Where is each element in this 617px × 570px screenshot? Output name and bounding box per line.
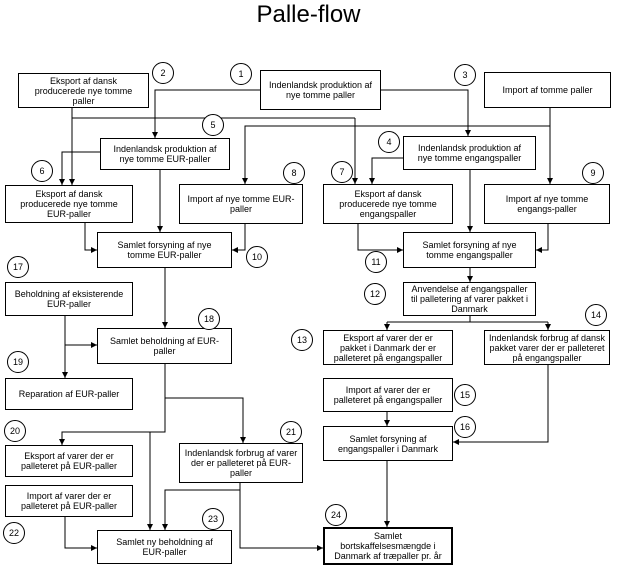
export-goods-on-eur-pallets-box: Eksport af varer der er palleteret på EUR-paller	[5, 445, 133, 477]
import-new-oneway-pallets-box: Import af nye tomme engangs-paller	[484, 184, 610, 224]
step-number-23: 23	[202, 508, 224, 530]
total-disposal-wood-pallets-box: Samlet bortskaffelsesmængde i Danmark af træpaller pr. år	[323, 527, 453, 565]
arrow-import-eng-to-supply-eng	[536, 224, 548, 250]
arrow-domestic-goods-eur-to-disposal	[240, 483, 323, 548]
arrow-import-eur-to-supply-eur	[232, 224, 245, 250]
existing-eur-pallet-stock-box: Beholdning af eksisterende EUR-paller	[5, 282, 133, 316]
step-number-22: 22	[3, 522, 25, 544]
step-number-1: 1	[230, 63, 252, 85]
domestic-production-oneway-pallets-box: Indenlandsk produktion af nye tomme engangspaller	[403, 136, 536, 170]
step-number-8: 8	[283, 162, 305, 184]
new-eur-pallet-stock-box: Samlet ny beholdning af EUR-paller	[97, 530, 232, 564]
step-number-5: 5	[202, 114, 224, 136]
total-supply-eur-pallets-box: Samlet forsyning af nye tomme EUR-paller	[97, 232, 232, 268]
domestic-consumption-goods-eur-pallets-box: Indenlandsk forbrug af varer der er palleteret på EUR- paller	[179, 443, 303, 483]
arrow-prod-eng-to-export-eng	[372, 158, 403, 184]
step-number-19: 19	[7, 351, 29, 373]
arrow-import-goods-eur-to-new-stock-eur	[65, 517, 97, 548]
step-number-2: 2	[152, 62, 174, 84]
eur-pallet-repair-box: Reparation af EUR-paller	[5, 378, 133, 410]
step-number-4: 4	[378, 131, 400, 153]
import-goods-on-eur-pallets-box: Import af varer der er palleteret på EUR-paller	[5, 485, 133, 517]
export-danish-new-empty-pallets-box: Eksport af dansk producerede nye tomme paller	[18, 73, 149, 108]
total-supply-oneway-pallets-denmark-box: Samlet forsyning af engangspaller i Danmark	[323, 426, 453, 461]
step-number-18: 18	[198, 308, 220, 330]
total-supply-oneway-pallets-box: Samlet forsyning af nye tomme engangspaller	[403, 232, 536, 268]
step-number-3: 3	[454, 64, 476, 86]
step-number-20: 20	[4, 420, 26, 442]
import-new-eur-pallets-box: Import af nye tomme EUR- paller	[179, 184, 303, 224]
import-empty-pallets-box: Import af tomme paller	[484, 72, 611, 108]
arrow-prod-eur-to-export-eur	[62, 152, 100, 185]
step-number-14: 14	[585, 304, 607, 326]
step-number-15: 15	[454, 384, 476, 406]
step-number-16: 16	[454, 416, 476, 438]
step-number-13: 13	[291, 329, 313, 351]
domestic-consumption-goods-oneway-pallets-box: Indenlandsk forbrug af dansk pakket varer der er palleteret på engangspaller	[484, 330, 610, 365]
step-number-10: 10	[246, 246, 268, 268]
step-number-11: 11	[365, 251, 387, 273]
line-use-eng-split	[387, 316, 548, 322]
step-number-21: 21	[280, 421, 302, 443]
step-number-9: 9	[582, 162, 604, 184]
export-new-eur-pallets-box: Eksport af dansk producerede nye tomme EUR-paller	[5, 185, 133, 223]
export-new-oneway-pallets-box: Eksport af dansk producerede nye tomme engangspaller	[323, 184, 453, 224]
import-goods-on-oneway-pallets-box: Import af varer der er palleteret på engangspaller	[323, 378, 453, 412]
step-number-17: 17	[7, 256, 29, 278]
arrow-stock-eur-to-domestic-goods-eur	[165, 398, 243, 443]
domestic-production-eur-pallets-box: Indenlandsk produktion af nye tomme EUR-paller	[100, 138, 230, 170]
step-number-24: 24	[325, 504, 347, 526]
total-eur-pallet-stock-box: Samlet beholdning af EUR- paller	[97, 328, 232, 364]
arrow-prod-new-to-prod-eng	[381, 90, 468, 136]
arrow-export-eng-to-supply-eng	[358, 224, 403, 250]
oneway-pallet-usage-box: Anvendelse af engangspaller til palletering af varer pakket i Danmark	[403, 282, 536, 316]
step-number-7: 7	[331, 161, 353, 183]
domestic-production-new-empty-pallets-box: Indenlandsk produktion af nye tomme paller	[260, 70, 381, 110]
export-goods-on-oneway-pallets-box: Eksport af varer der er pakket i Danmark der er palleteret på engangspaller	[323, 330, 453, 365]
step-number-6: 6	[31, 160, 53, 182]
arrow-export-eur-to-supply-eur	[85, 223, 97, 250]
diagram-title: Palle-flow	[256, 1, 361, 28]
step-number-12: 12	[364, 283, 386, 305]
